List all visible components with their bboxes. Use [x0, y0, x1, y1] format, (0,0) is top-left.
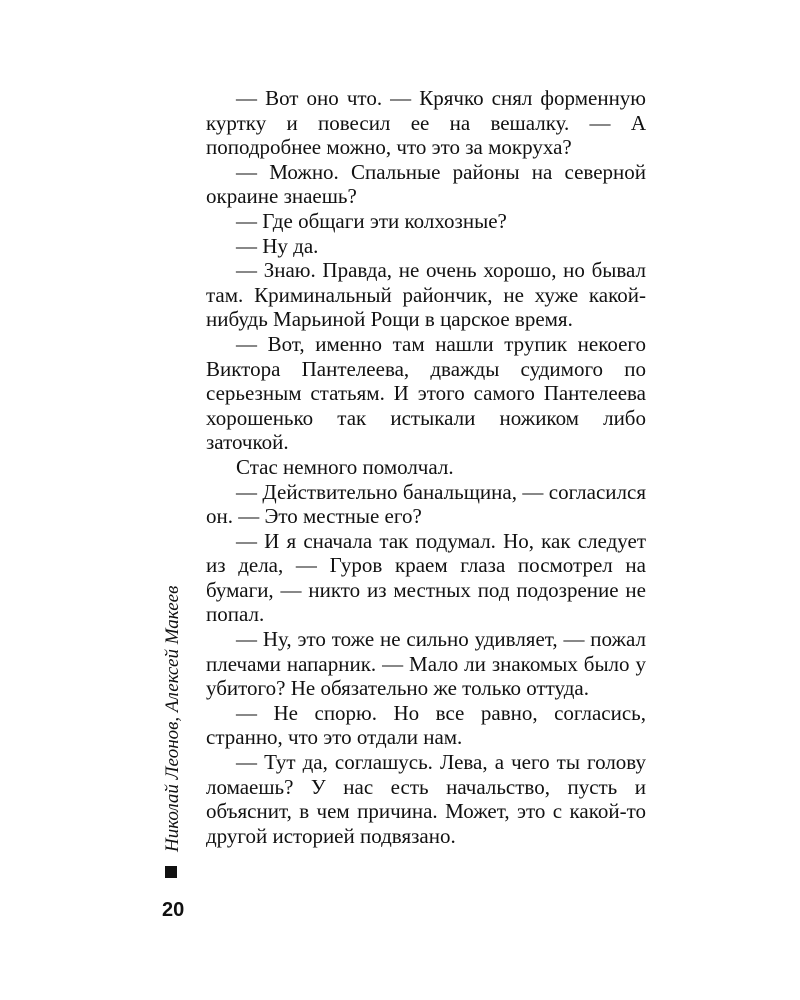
paragraph: — И я сначала так подумал. Но, как следует из дела, — Гуров краем глаза посмотрел на бумаги, — никто из местных под подозрение не попал. — [206, 528, 646, 627]
paragraph: — Знаю. Правда, не очень хорошо, но бывал там. Криминальный райончик, не хуже какой-нибудь Марьиной Рощи в царское время. — [206, 258, 646, 332]
paragraph: — Ну, это тоже не сильно удивляет, — пожал плечами напарник. — Мало ли знакомых было у убитого? Не обязательно же только оттуда. — [206, 627, 646, 701]
paragraph: — Вот оно что. — Крячко снял форменную куртку и повесил ее на вешалку. — А поподробнее можно, что это за мокруха? — [206, 86, 646, 160]
running-head-authors: Николай Леонов, Алексей Макеев — [162, 585, 183, 852]
paragraph: — Тут да, соглашусь. Лева, а чего ты голову ломаешь? У нас есть начальство, пусть и объяснит, в чем причина. Может, это с какой-то другой историей подвязано. — [206, 750, 646, 848]
square-marker-icon — [165, 866, 177, 878]
body-text — [206, 86, 646, 848]
page-number: 20 — [162, 899, 185, 921]
paragraph: — Не спорю. Но все равно, согласись, странно, что это отдали нам. — [206, 700, 646, 750]
paragraph: Стас немного помолчал. — [236, 454, 454, 479]
paragraph: — Действительно банальщина, — согласился он. — Это местные его? — [206, 479, 646, 529]
paragraph: — Ну да. — [236, 233, 319, 258]
paragraph: — Можно. Спальные районы на северной окраине знаешь? — [206, 159, 646, 209]
paragraph: — Вот, именно там нашли трупик некоего Виктора Пантелеева, дважды судимого по серьезным статьям. И этого самого Пантелеева хорошенько так истыкали ножиком либо заточкой. — [206, 331, 646, 455]
paragraph: — Где общаги эти колхозные? — [236, 208, 507, 233]
